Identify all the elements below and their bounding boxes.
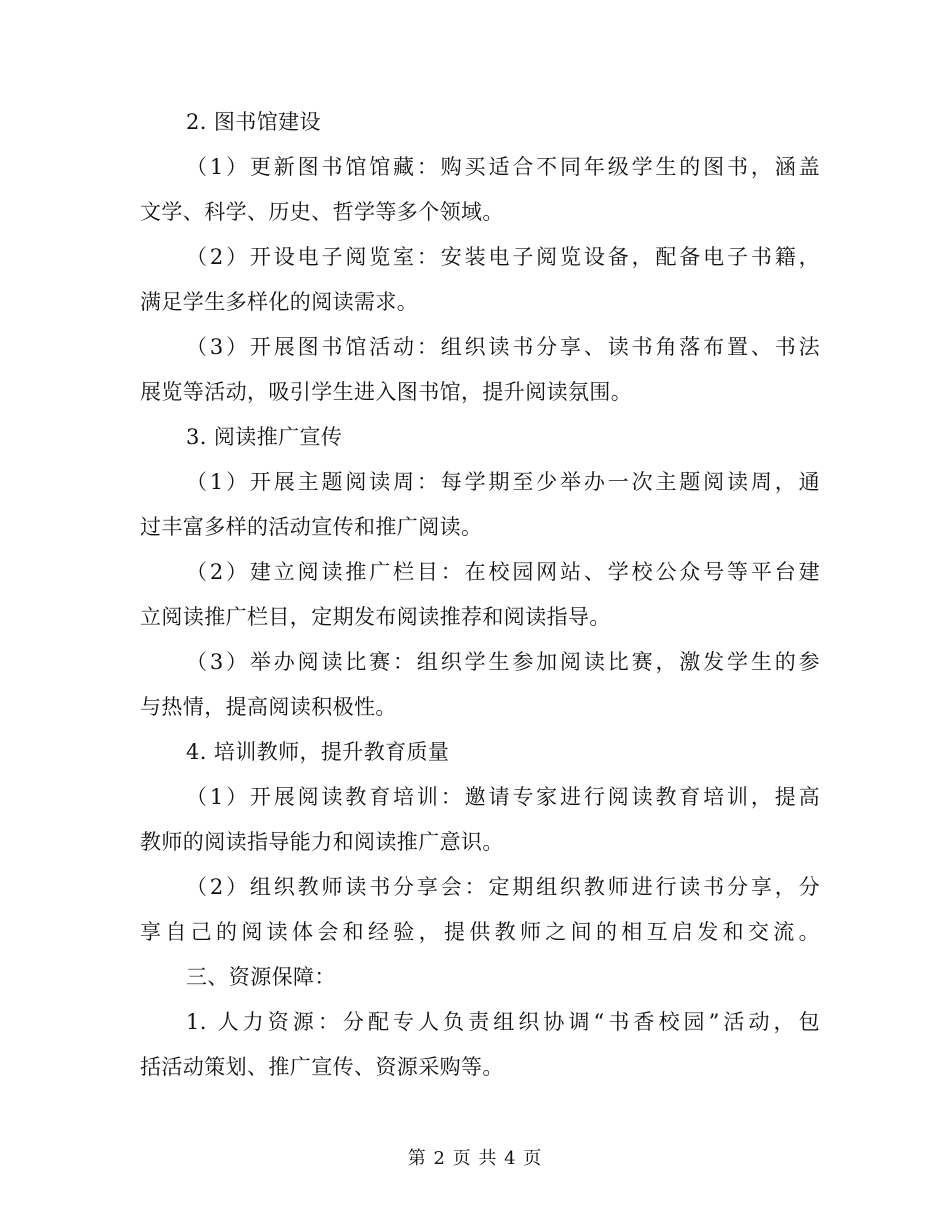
page-number-footer: 第 2 页 共 4 页 — [407, 1148, 543, 1169]
paragraph-line: （3）开展图书馆活动：组织读书分享、读书角落布置、书法 — [186, 335, 820, 359]
section-heading-promotion: 3. 阅读推广宣传 — [186, 425, 343, 449]
paragraph-line: （2）建立阅读推广栏目：在校园网站、学校公众号等平台建 — [186, 560, 820, 584]
paragraph-line: 文学、科学、历史、哲学等多个领域。 — [140, 200, 504, 224]
paragraph-line: 括活动策划、推广宣传、资源采购等。 — [140, 1055, 504, 1079]
section-heading-teacher-training: 4. 培训教师，提升教育质量 — [186, 740, 450, 764]
section-heading-library: 2. 图书馆建设 — [186, 110, 321, 134]
paragraph-line: 过丰富多样的活动宣传和推广阅读。 — [140, 515, 483, 539]
paragraph-line: 教师的阅读指导能力和阅读推广意识。 — [140, 830, 504, 854]
paragraph-line: 满足学生多样化的阅读需求。 — [140, 290, 419, 314]
paragraph-line: 立阅读推广栏目，定期发布阅读推荐和阅读指导。 — [140, 605, 611, 629]
paragraph-line: （1）开展阅读教育培训：邀请专家进行阅读教育培训，提高 — [186, 785, 820, 809]
paragraph-line: （2）组织教师读书分享会：定期组织教师进行读书分享，分 — [186, 875, 820, 899]
paragraph-line: 1. 人力资源：分配专人负责组织协调“书香校园”活动，包 — [186, 1010, 820, 1034]
paragraph-line: 享自己的阅读体会和经验，提供教师之间的相互启发和交流。 — [140, 920, 820, 944]
paragraph-line: （1）更新图书馆馆藏：购买适合不同年级学生的图书，涵盖 — [186, 155, 820, 179]
paragraph-line: 展览等活动，吸引学生进入图书馆，提升阅读氛围。 — [140, 380, 633, 404]
paragraph-line: （3）举办阅读比赛：组织学生参加阅读比赛，激发学生的参 — [186, 650, 820, 674]
paragraph-line: （1）开展主题阅读周：每学期至少举办一次主题阅读周，通 — [186, 470, 820, 494]
paragraph-line: 与热情，提高阅读积极性。 — [140, 695, 397, 719]
paragraph-line: （2）开设电子阅览室：安装电子阅览设备，配备电子书籍， — [186, 245, 820, 269]
section-heading-resources: 三、资源保障： — [186, 965, 336, 989]
